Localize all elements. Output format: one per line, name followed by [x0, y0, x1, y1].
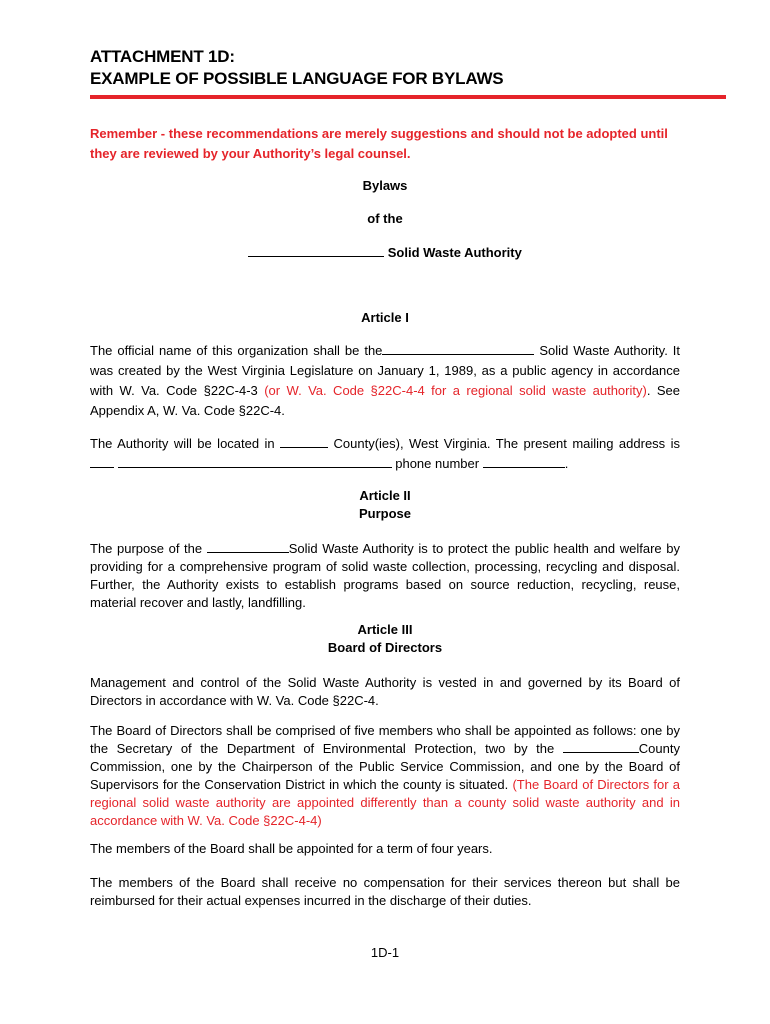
address-blank-1[interactable]	[90, 455, 114, 468]
article-1-p2-text-c: phone number	[391, 456, 483, 471]
article-1-paragraph-1	[90, 341, 680, 421]
article-3-paragraph-1: Management and control of the Solid Waste Authority is vested in and governed by its Board of Directors in accordance with W. Va. Code §22C-4.	[90, 675, 680, 708]
article-2-text-b: Solid Waste Authority is to protect the public health and welfare by providing for a comprehensive program of solid waste collection, processing, recycling and disposal. Further, the Authority exists to establish programs based on source reduction, recycling, reuse, material recover and lastly, landfilling.	[90, 541, 680, 610]
page-number: 1D-1	[370, 945, 400, 960]
article-1-p1-text-c: . See Appendix A, W. Va. Code §22C-4.	[90, 383, 680, 418]
article-1-paragraph-2	[90, 434, 680, 474]
red-divider	[90, 95, 726, 99]
article-1-p1-text-b: Solid Waste Authority. It was created by the West Virginia Legislature on January 1, 1989, as a public agency in accordance with W. Va. Code §22C-4-3	[90, 343, 680, 398]
remember-note: Remember - these recommendations are merely suggestions and should not be adopted until they are reviewed by your Authority’s legal counsel.	[90, 126, 668, 161]
article-3-paragraph-4: The members of the Board shall receive no compensation for their services thereon but shall be reimbursed for their actual expenses incurred in the discharge of their duties.	[90, 875, 680, 908]
article-3-p2-text-b: County Commission, one by the Chairperson of the Public Service Commission, and one by the Board of Supervisors for the Conservation District in which the county is situated.	[90, 741, 680, 792]
purpose-authority-blank[interactable]	[207, 540, 289, 553]
article-3-p2-text-a: The Board of Directors shall be comprised of five members who shall be appointed as follows: one by the Secretary of the Department of Environmental Protection, two by the	[90, 723, 680, 756]
heading-line-2: EXAMPLE OF POSSIBLE LANGUAGE FOR BYLAWS	[90, 69, 504, 88]
article-1-p1-red-note: (or W. Va. Code §22C-4-4 for a regional solid waste authority)	[264, 383, 647, 398]
article-2-paragraph	[90, 540, 680, 612]
article-1-heading: Article I	[361, 310, 409, 325]
phone-blank[interactable]	[483, 455, 565, 468]
heading-line-1: ATTACHMENT 1D:	[90, 47, 235, 66]
article-3-subheading: Board of Directors	[327, 640, 443, 655]
article-3-paragraph-3: The members of the Board shall be appointed for a term of four years.	[90, 841, 493, 856]
article-3-heading: Article III	[357, 622, 413, 637]
article-3-p2-red-note: (The Board of Directors for a regional solid waste authority are appointed differently than a county solid waste authority and in accordance with W. Va. Code §22C-4-4)	[90, 777, 681, 828]
article-3-paragraph-2	[90, 722, 680, 830]
bylaws-title: Bylaws	[362, 178, 408, 193]
article-2-heading: Article II	[359, 488, 411, 503]
article-2-subheading: Purpose	[358, 506, 411, 521]
article-1-p2-text-d: .	[564, 456, 569, 471]
article-2-text-a: The purpose of the	[90, 541, 207, 556]
county-commission-blank[interactable]	[563, 740, 639, 753]
article-1-p2-text-a: The Authority will be located in	[90, 436, 281, 451]
article-1-p1-text-a: The official name of this organization shall be the	[90, 343, 383, 358]
organization-name-blank[interactable]	[382, 342, 534, 355]
county-blank[interactable]	[280, 435, 328, 448]
authority-title	[0, 244, 770, 260]
address-blank-2[interactable]	[118, 455, 392, 468]
article-1-p2-text-b: County(ies), West Virginia. The present mailing address is	[328, 436, 680, 451]
authority-name-blank[interactable]	[248, 244, 384, 257]
attachment-heading	[90, 46, 503, 90]
of-the-title: of the	[367, 211, 403, 226]
authority-title-text: Solid Waste Authority	[387, 245, 522, 260]
